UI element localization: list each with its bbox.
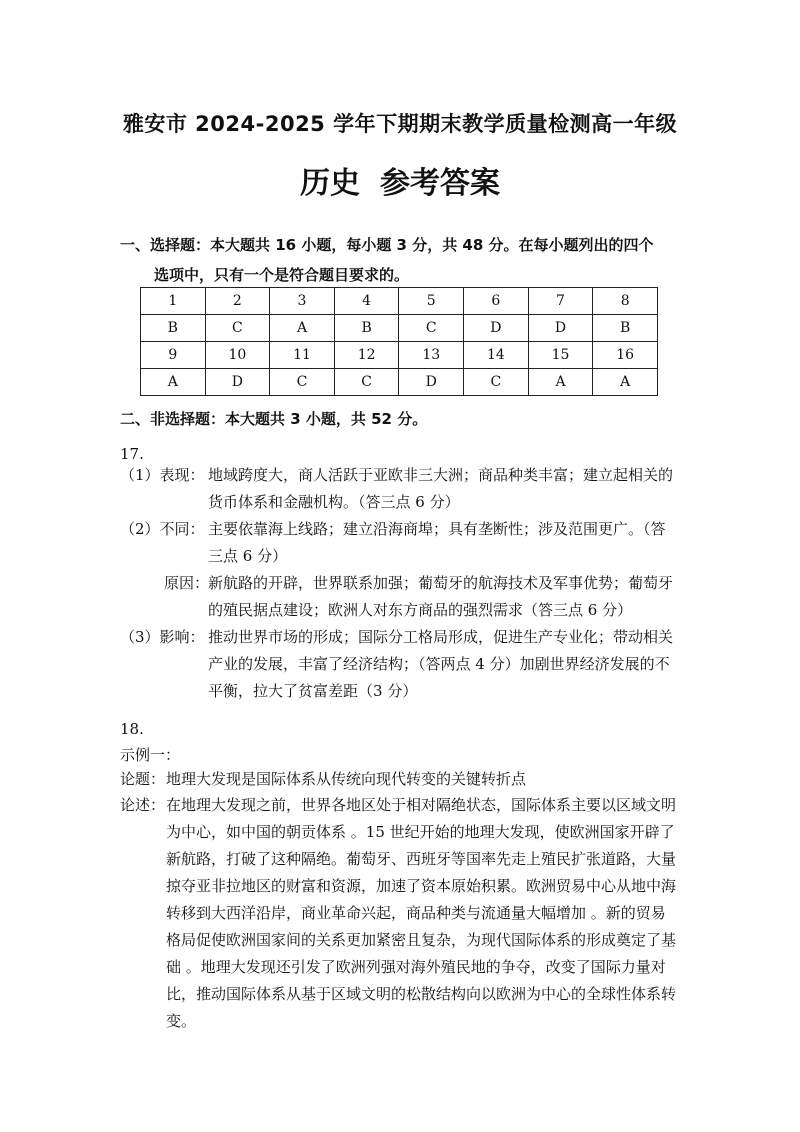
q17-part1-text: 地域跨度大，商人活跃于亚欧非三大洲；商品种类丰富；建立起相关的货币体系和金融机构。（答三点 6 分） xyxy=(208,466,674,511)
table-cell: 8 xyxy=(593,288,658,315)
table-cell: 2 xyxy=(205,288,270,315)
exam-title: 雅安市 2024-2025 学年下期期末教学质量检测高一年级 xyxy=(122,112,678,136)
table-cell: 7 xyxy=(528,288,593,315)
answer-table xyxy=(140,287,658,396)
table-cell: C xyxy=(270,369,335,396)
table-cell: A xyxy=(270,315,335,342)
table-cell: 3 xyxy=(270,288,335,315)
page-title xyxy=(0,158,800,202)
table-cell: B xyxy=(334,315,399,342)
q18-thesis-label: 论题： xyxy=(120,770,166,788)
q18-example-label: 示例一： xyxy=(120,746,181,764)
table-cell: 11 xyxy=(270,342,335,369)
q17-number: 17. xyxy=(120,445,144,463)
table-cell: 1 xyxy=(141,288,206,315)
section1-heading xyxy=(120,230,680,290)
table-cell: 14 xyxy=(464,342,529,369)
q17-part2-text: 主要依靠海上线路；建立沿海商埠；具有垄断性；涉及范围更广。（答三点 6 分） xyxy=(208,520,666,565)
table-cell: D xyxy=(399,369,464,396)
table-cell: 12 xyxy=(334,342,399,369)
table-cell: 5 xyxy=(399,288,464,315)
table-cell: C xyxy=(205,315,270,342)
table-row xyxy=(141,369,658,396)
q18-argument-text: 在地理大发现之前，世界各地区处于相对隔绝状态，国际体系主要以区域文明为中心，如中国的朝贡体系 。15 世纪开始的地理大发现，使欧洲国家开辟了新航路，打破了这种隔绝。葡萄牙、西班牙等国率先走上殖民扩张道路，大量掠夺亚非拉地区的财富和资源，加速了资本原始积累。欧洲贸易中心从地中海转移到大西洋沿岸，商业革命兴起，商品种类与流通量大幅增加 。新的贸易格局促使欧洲国家间的关系更加紧密且复杂，为现代国际体系的形成奠定了基础 。地理大发现还引发了欧洲列强对海外殖民地的争夺，改变了国际力量对比，推动国际体系从基于区域文明的松散结构向以欧洲为中心的全球性体系转变。 xyxy=(166,796,677,1030)
table-cell: 6 xyxy=(464,288,529,315)
q17-part2-label: （2）不同： xyxy=(120,520,205,538)
table-cell: 9 xyxy=(141,342,206,369)
table-cell: D xyxy=(205,369,270,396)
q17-part2-reason-text: 新航路的开辟，世界联系加强；葡萄牙的航海技术及军事优势；葡萄牙的殖民据点建设；欧洲人对东方商品的强烈需求（答三点 6 分） xyxy=(208,574,674,619)
table-cell: C xyxy=(464,369,529,396)
table-cell: C xyxy=(399,315,464,342)
table-row xyxy=(141,342,658,369)
table-row xyxy=(141,288,658,315)
table-cell: 15 xyxy=(528,342,593,369)
table-cell: B xyxy=(141,315,206,342)
subject-label: 历史 xyxy=(300,166,360,201)
q18-number: 18. xyxy=(120,720,144,738)
table-cell: A xyxy=(141,369,206,396)
table-cell: 13 xyxy=(399,342,464,369)
section2-heading: 二、非选择题：本大题共 3 小题，共 52 分。 xyxy=(120,410,428,428)
q17-part3-text: 推动世界市场的形成；国际分工格局形成，促进生产专业化；带动相关产业的发展，丰富了经济结构；（答两点 4 分）加剧世界经济发展的不平衡，拉大了贫富差距（3 分） xyxy=(208,628,674,700)
table-cell: B xyxy=(593,315,658,342)
q17-part1-label: （1）表现： xyxy=(120,466,205,484)
table-cell: 4 xyxy=(334,288,399,315)
table-cell: D xyxy=(528,315,593,342)
answer-key-label: 参考答案 xyxy=(380,166,500,201)
table-cell: D xyxy=(464,315,529,342)
table-cell: 10 xyxy=(205,342,270,369)
table-cell: 16 xyxy=(593,342,658,369)
q17-part2-reason-label: 原因： xyxy=(164,574,210,592)
table-cell: A xyxy=(528,369,593,396)
q18-argument-label: 论述： xyxy=(120,796,166,814)
q18-thesis-text: 地理大发现是国际体系从传统向现代转变的关键转折点 xyxy=(166,770,527,788)
table-cell: C xyxy=(334,369,399,396)
table-row xyxy=(141,315,658,342)
section1-heading-line1: 一、选择题：本大题共 16 小题，每小题 3 分，共 48 分。在每小题列出的四个 xyxy=(120,236,654,254)
q17-part3-label: （3）影响： xyxy=(120,628,205,646)
table-cell: A xyxy=(593,369,658,396)
section1-heading-line2: 选项中，只有一个是符合题目要求的。 xyxy=(154,266,410,284)
